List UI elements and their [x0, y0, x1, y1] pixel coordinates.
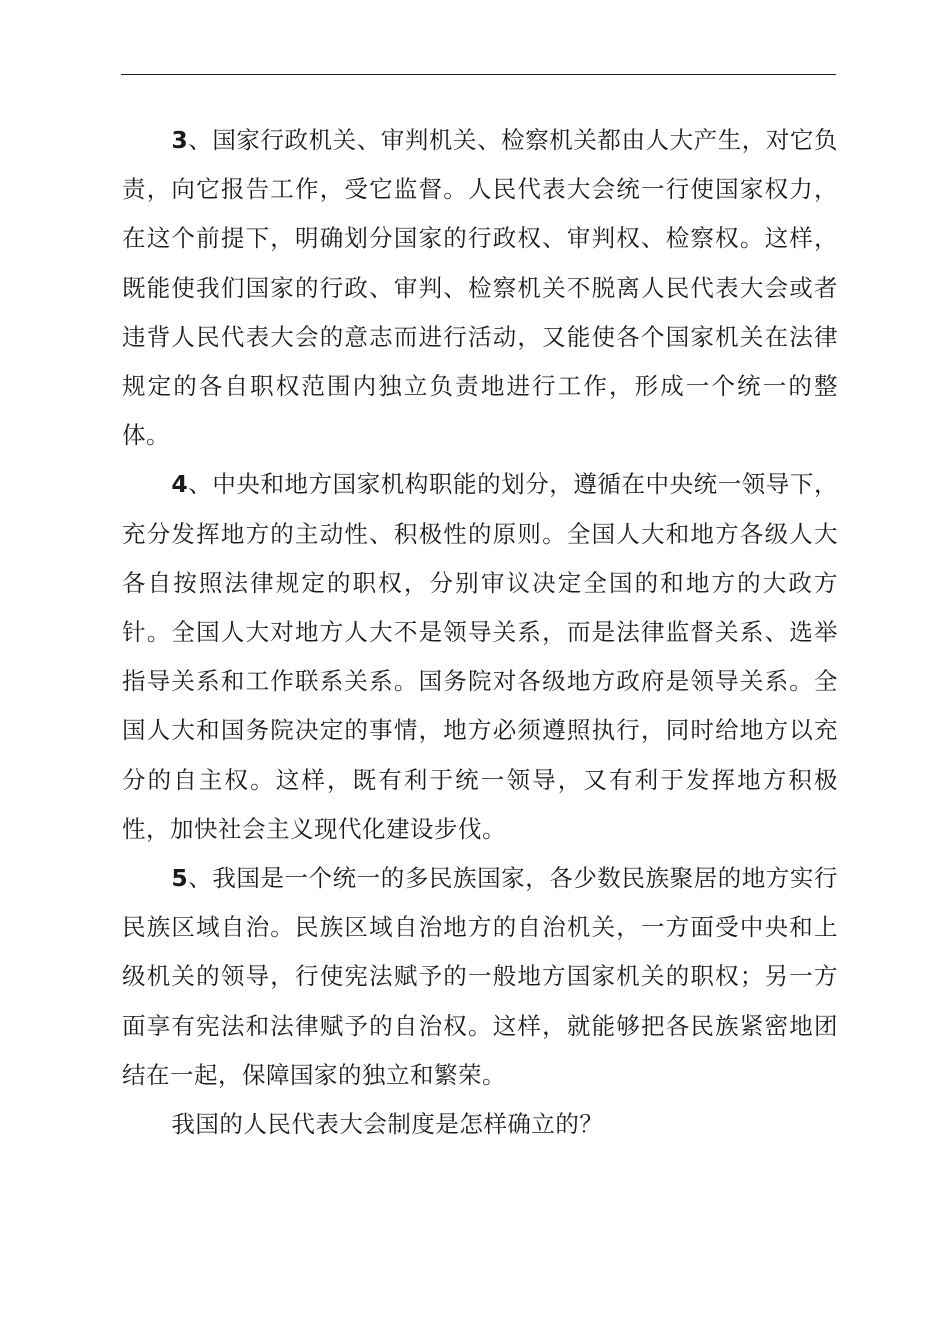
- paragraph-number: 3: [171, 126, 189, 154]
- paragraph-text: 、国家行政机关、审判机关、检察机关都由人大产生，对它负责，向它报告工作，受它监督。人民代表大会统一行使国家权力，在这个前提下，明确划分国家的行政权、审判权、检察权。这样，既能使我们国家的行政、审判、检察机关不脱离人民代表大会或者违背人民代表大会的意志而进行活动，又能使各个国家机关在法律规定的各自职权范围内独立负责地进行工作，形成一个统一的整体。: [122, 126, 838, 450]
- paragraph-number: 5: [171, 864, 189, 893]
- paragraph-number: 4: [171, 470, 189, 499]
- paragraph-text: 、中央和地方国家机构职能的划分，遵循在中央统一领导下，充分发挥地方的主动性、积极性的原则。全国人大和地方各级人大各自按照法律规定的职权，分别审议决定全国的和地方的大政方针。全国人大对地方人大不是领导关系，而是法律监督关系、选举指导关系和工作联系关系。国务院对各级地方政府是领导关系。全国人大和国务院决定的事情，地方必须遵照执行，同时给地方以充分的自主权。这样，既有利于统一领导，又有利于发挥地方积极性，加快社会主义现代化建设步伐。: [122, 470, 838, 843]
- paragraph-4: [122, 460, 838, 854]
- paragraph-5: [122, 854, 838, 1100]
- question-heading: 我国的人民代表大会制度是怎样确立的？: [171, 1110, 604, 1139]
- paragraph-text: 、我国是一个统一的多民族国家，各少数民族聚居的地方实行民族区域自治。民族区域自治地方的自治机关，一方面受中央和上级机关的领导，行使宪法赋予的一般地方国家机关的职权；另一方面享有宪法和法律赋予的自治权。这样，就能够把各民族紧密地团结在一起，保障国家的独立和繁荣。: [122, 864, 838, 1089]
- document-body: [122, 116, 838, 1149]
- paragraph-3: [122, 116, 838, 460]
- header-rule: [121, 74, 836, 75]
